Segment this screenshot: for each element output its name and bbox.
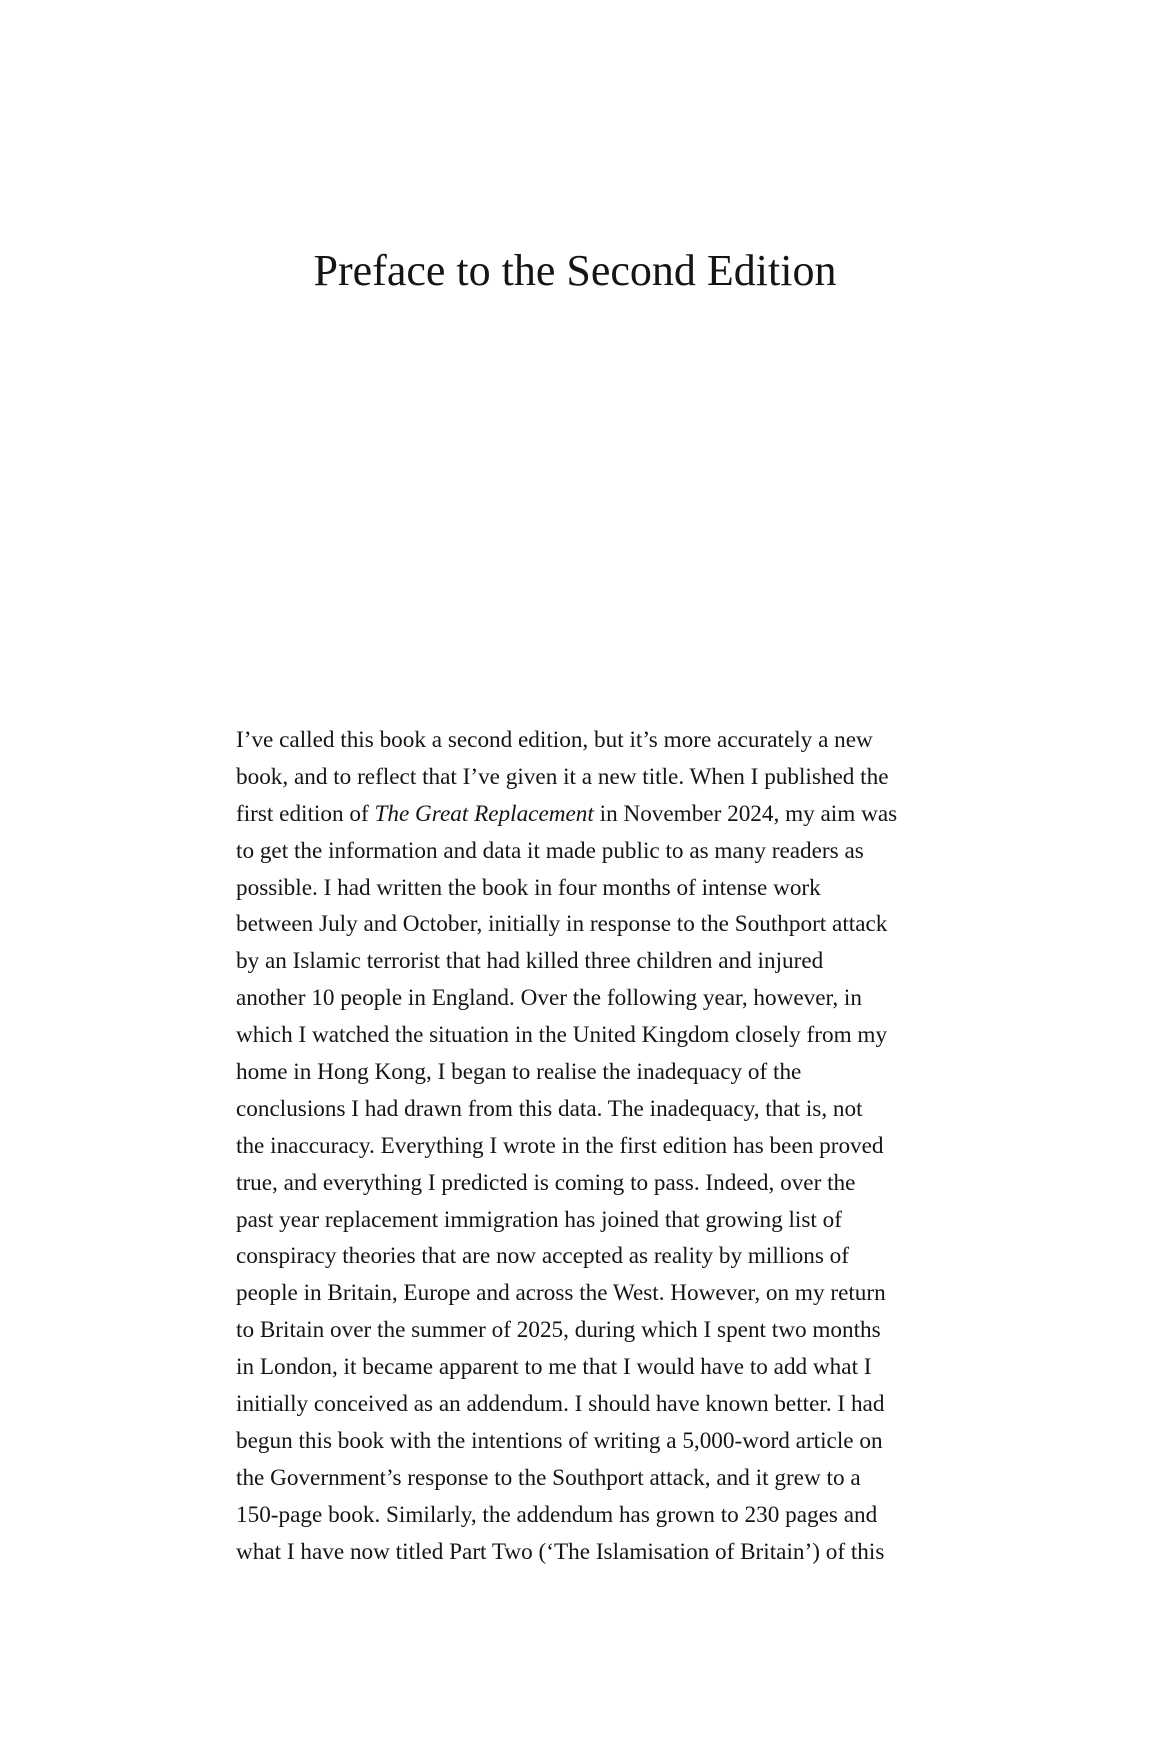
text-line: to Britain over the summer of 2025, during which I spent two months bbox=[236, 1317, 881, 1344]
text-line bbox=[236, 796, 984, 833]
text-line: in London, it became apparent to me that I would have to add what I bbox=[236, 1354, 872, 1381]
text-line: people in Britain, Europe and across the West. However, on my return bbox=[236, 1280, 886, 1307]
text-line: another 10 people in England. Over the following year, however, in bbox=[236, 985, 862, 1012]
text-line: past year replacement immigration has joined that growing list of bbox=[236, 1206, 842, 1233]
text-line: by an Islamic terrorist that had killed three children and injured bbox=[236, 948, 824, 975]
text-line: what I have now titled Part Two (‘The Islamisation of Britain’) of this bbox=[236, 1538, 885, 1565]
text-line: home in Hong Kong, I began to realise the inadequacy of the bbox=[236, 1059, 802, 1086]
text-line: initially conceived as an addendum. I should have known better. I had bbox=[236, 1391, 885, 1418]
text-line: which I watched the situation in the United Kingdom closely from my bbox=[236, 1022, 888, 1049]
text-line: between July and October, initially in response to the Southport attack bbox=[236, 911, 888, 938]
body-paragraph bbox=[236, 722, 984, 1570]
text-line: I’ve called this book a second edition, but it’s more accurately a new bbox=[236, 727, 873, 753]
text-line: the Government’s response to the Southport attack, and it grew to a bbox=[236, 1464, 861, 1491]
text-line: the inaccuracy. Everything I wrote in the first edition has been proved bbox=[236, 1132, 884, 1159]
text-line: begun this book with the intentions of writing a 5,000-word article on bbox=[236, 1427, 883, 1454]
text-line: 150-page book. Similarly, the addendum has grown to 230 pages and bbox=[236, 1501, 878, 1528]
text-line: true, and everything I predicted is coming to pass. Indeed, over the bbox=[236, 1169, 856, 1196]
line-prefix: first edition of bbox=[236, 800, 375, 827]
book-title-italic: The Great Replacement bbox=[374, 800, 594, 827]
text-line: to get the information and data it made public to as many readers as bbox=[236, 837, 864, 864]
text-line: conspiracy theories that are now accepted as reality by millions of bbox=[236, 1243, 849, 1270]
text-line: book, and to reflect that I’ve given it a new title. When I published the bbox=[236, 763, 889, 790]
page-title: Preface to the Second Edition bbox=[313, 246, 837, 295]
line-suffix: in November 2024, my aim was bbox=[593, 800, 898, 827]
text-line: conclusions I had drawn from this data. The inadequacy, that is, not bbox=[236, 1095, 863, 1122]
text-line: possible. I had written the book in four months of intense work bbox=[236, 874, 821, 901]
